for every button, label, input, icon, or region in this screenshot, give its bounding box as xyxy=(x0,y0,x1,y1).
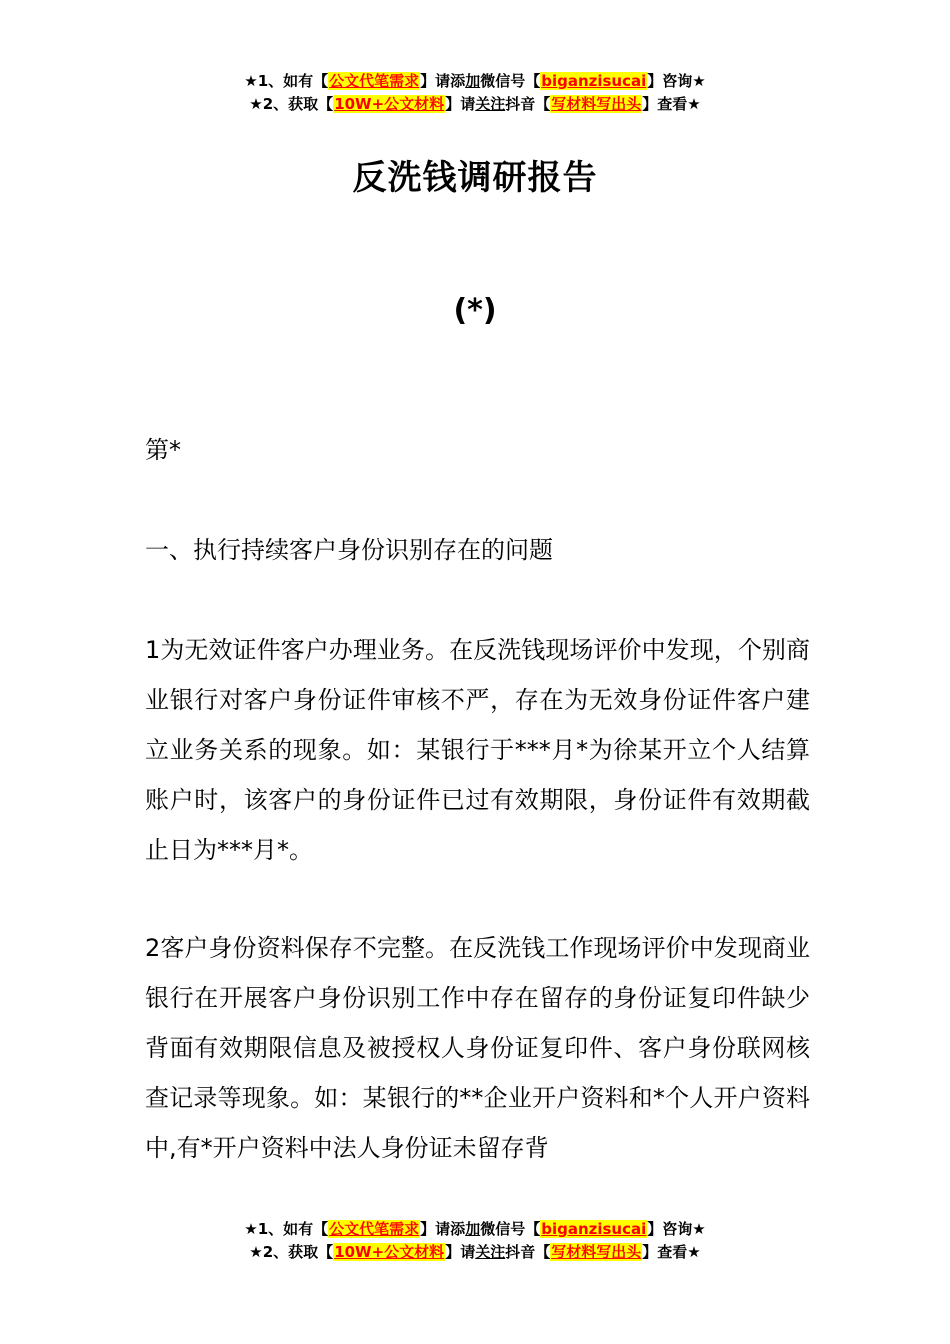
promo-text: 】请 xyxy=(445,1243,476,1261)
promo-highlight: 公文代笔需求 xyxy=(329,1220,420,1238)
promo-underlined: 加 xyxy=(465,1220,481,1238)
promo-highlight: 10W+公文材料 xyxy=(334,1243,445,1261)
promo-highlight: 公文代笔需求 xyxy=(329,72,420,90)
promo-text: ★2、获取【 xyxy=(249,1243,334,1261)
promo-highlight: 写材料写出头 xyxy=(551,95,642,113)
promo-line-2 xyxy=(0,93,950,116)
promo-highlight: 写材料写出头 xyxy=(551,1243,642,1261)
promo-banner-top xyxy=(0,70,950,116)
promo-text: 】咨询★ xyxy=(647,72,706,90)
doc-prefix: 第* xyxy=(145,436,181,464)
promo-highlight: biganzisucai xyxy=(541,72,647,90)
promo-text: 】请 xyxy=(445,95,476,113)
paragraph-1: 1为无效证件客户办理业务。在反洗钱现场评价中发现，个别商业银行对客户身份证件审核不严，存在为无效身份证件客户建立业务关系的现象。如：某银行于***月*为徐某开立个人结算账户时，该客户的身份证件已过有效期限，身份证件有效期截止日为***月*。 xyxy=(145,636,810,864)
page-subtitle: (*) xyxy=(453,293,497,328)
promo-line-1 xyxy=(0,1218,950,1241)
promo-text: 微信号【 xyxy=(480,72,541,90)
promo-text: 抖音【 xyxy=(505,95,551,113)
promo-underlined: 加 xyxy=(465,72,481,90)
promo-text: 抖音【 xyxy=(505,1243,551,1261)
section-heading: 一、执行持续客户身份识别存在的问题 xyxy=(145,536,553,564)
promo-text: ★1、如有【 xyxy=(244,72,329,90)
promo-underlined: 关注 xyxy=(475,95,506,113)
promo-highlight: 10W+公文材料 xyxy=(334,95,445,113)
promo-text: 微信号【 xyxy=(480,1220,541,1238)
promo-text: 】请添 xyxy=(420,72,466,90)
promo-line-2 xyxy=(0,1241,950,1264)
promo-highlight: biganzisucai xyxy=(541,1220,647,1238)
promo-text: 】请添 xyxy=(420,1220,466,1238)
page-title: 反洗钱调研报告 xyxy=(352,158,598,198)
promo-banner-bottom xyxy=(0,1218,950,1264)
promo-text: ★1、如有【 xyxy=(244,1220,329,1238)
promo-text: 】查看★ xyxy=(642,1243,701,1261)
paragraph-2: 2客户身份资料保存不完整。在反洗钱工作现场评价中发现商业银行在开展客户身份识别工作中存在留存的身份证复印件缺少背面有效期限信息及被授权人身份证复印件、客户身份联网核查记录等现象。如：某银行的**企业开户资料和*个人开户资料中,有*开户资料中法人身份证未留存背 xyxy=(145,934,810,1162)
promo-text: ★2、获取【 xyxy=(249,95,334,113)
promo-text: 】咨询★ xyxy=(647,1220,706,1238)
promo-underlined: 关注 xyxy=(475,1243,506,1261)
promo-text: 】查看★ xyxy=(642,95,701,113)
promo-line-1 xyxy=(0,70,950,93)
